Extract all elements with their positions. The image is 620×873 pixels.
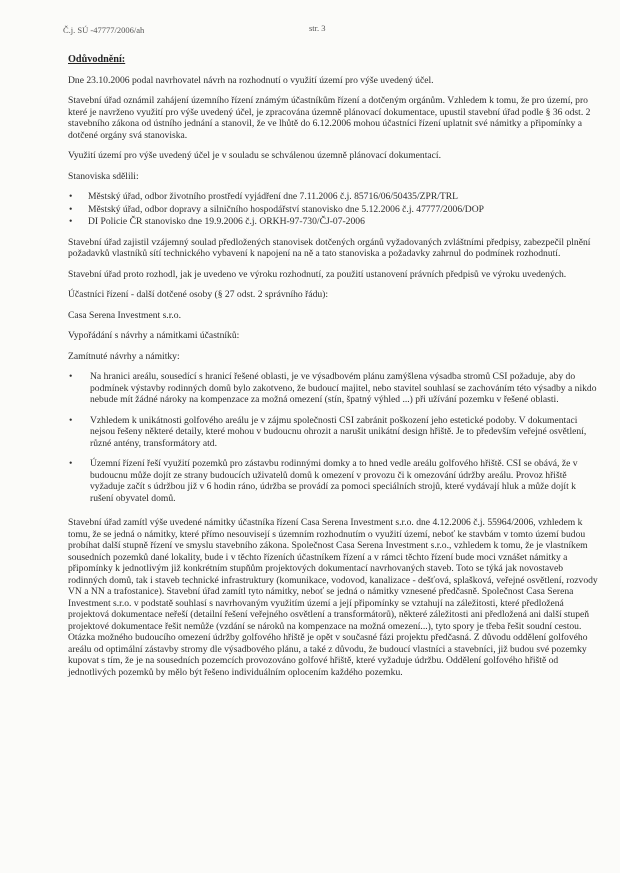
paragraph-rejection: Stavební úřad zamítl výše uvedené námitky účastníka řízení Casa Serena Investment s.r.o. dne 4.12.2006 č.j. 55964/2006, vzhledem k tomu, že se jedná o námitky, které přímo nesouvisejí s územním rozhodnutím o využití území, neboť ke stavbám v tomto území budou probíhat další stupně řízení ve smyslu stavebního zákona. Společnost Casa Serena Investment s.r.o., vzhledem k tomu, že je vlastníkem sousedních pozemků dané lokality, bude i v těchto řízeních účastníkem řízení a v rámci těchto řízení bude moci vznášet námitky a připomínky k jednotlivým již konkrétním stupňům projektových dokumentací navrhovaných staveb. Toto se týká jak novostaveb rodinných domů, tak i staveb technické infrastruktury (komunikace, vodovod, kanalizace - dešťová, splašková, veřejné osvětlení, rozvody VN a NN a trafostanice). Stavební úřad zamítl tyto námitky, neboť se jedná o námitky vznesené předčasně. Společnost Casa Serena Investment s.r.o. v podstatě souhlasí s navrhovaným využitím území a její připomínky se vztahují na záležitosti, které předložená projektová dokumentace neřeší (detailní řešení veřejného osvětlení a transformátorů), některé záležitosti ani předložená ani další stupeň projektové dokumentace řešit nemůže (vzdání se nároků na kompenzace na možná omezení...), tyto spory je třeba řešit soudní cestou. Otázka možného budoucího omezení údržby golfového hřiště je opět v současné fázi projektu předčasná. Z důvodu oddělení golfového areálu od optimální zástavby stromy dle výsadbového plánu, a také z důvodu, že budoucí vlastníci a stavebníci, již budou své pozemky kupovat s tím, že je na sousedních pozemcích provozováno golfové hřiště, které vyžaduje údržbu. Oddělení golfového hřiště od jednotlivých pozemků by mělo být řešeno individuálním oplocením každého pozemku. xyxy=(68,517,598,678)
bullet-icon: • xyxy=(69,191,73,202)
opinion-text: Městský úřad, odbor životního prostředí vyjádření dne 7.11.2006 č.j. 85716/06/50435/ZPR/TRL xyxy=(88,191,459,202)
list-item xyxy=(68,191,598,203)
opinions-list xyxy=(68,191,598,228)
bullet-icon: • xyxy=(69,203,73,215)
bullet-icon: • xyxy=(69,414,73,426)
opinions-label: Stanoviska sdělili: xyxy=(68,170,139,182)
list-item xyxy=(68,216,598,228)
reference-number: Č.j. SÚ -47777/2006/ah xyxy=(63,25,145,35)
opinion-text: DI Policie ČR stanovisko dne 19.9.2006 č.j. ORKH-97-730/ČJ-07-2006 xyxy=(88,216,365,227)
objections-label: Zamítnuté návrhy a námitky: xyxy=(68,350,180,362)
objection-text: Územní řízení řeší využití pozemků pro zástavbu rodinnými domky a to hned vedle areálu golfového hřiště. CSI se obává, že v budoucnu může dojít ze strany budoucích uživatelů domů k omezení v provozu či k omezování údržby areálu. Provoz hřiště vyžaduje začít s údržbou již v 6 hodin ráno, údržba se provádí za pomoci speciálních strojů, které vydávají hluk a může dojít k rušení obyvatel domů. xyxy=(90,458,578,504)
page-number: str. 3 xyxy=(309,23,326,33)
reasoning-heading: Odůvodnění: xyxy=(68,54,126,65)
objections-list xyxy=(68,371,598,504)
list-item xyxy=(68,415,598,450)
objection-text: Na hranici areálu, sousedící s hranicí řešené oblasti, je ve výsadbovém plánu zamýšlena výsadba stromů CSI požaduje, aby do podmínek výstavby rodinných domů bylo zakotveno, že budoucí majitel, nebo stavitel souhlasí se zachováním této výsadby a nikdo nebude mít žádné nároky na kompenzace za možná omezení (stín, špatný výhled ...) při užívání pozemku v řešené oblasti. xyxy=(90,371,597,405)
opinion-text: Městský úřad, odbor dopravy a silničního hospodářství stanovisko dne 5.12.2006 č.j. 47777/2006/DOP xyxy=(88,203,484,215)
list-item xyxy=(68,371,598,406)
paragraph-proceedings: Stavební úřad oznámil zahájení územního řízení známým účastníkům řízení a dotčeným orgánům. Vzhledem k tomu, že pro území, pro které je navrženo využití pro výše uvedený účel, je zpracována územně plánovací dokumentace, upustil stavební úřad podle § 36 odst. 2 stavebního zákona od ústního jednání a stanovil, že ve lhůtě do 6.12.2006 mohou účastníci řízení uplatnit své námitky a připomínky a dotčené orgány svá stanoviska. xyxy=(68,95,591,141)
paragraph-decision: Stavební úřad proto rozhodl, jak je uvedeno ve výroku rozhodnutí, za použití ustanovení právních předpisů ve výroku uvedených. xyxy=(68,268,567,280)
objection-text: Vzhledem k unikátnosti golfového areálu je v zájmu společnosti CSI zabránit poškození jeho estetické podoby. V dokumentaci nejsou řešeny některé detaily, které mohou v budoucnu ohrozit a narušit unikátní design hřiště. Je to především veřejné osvětlení, různé antény, transformátory atd. xyxy=(90,414,587,449)
paragraph-coordination: Stavební úřad zajistil vzájemný soulad předložených stanovisek dotčených orgánů vyžadovaných zvláštními předpisy, zabezpečil plnění požadavků vlastníků sítí technického vybavení k napojení na ně a tato stanoviska a požadavky zahrnul do podmínek rozhodnutí. xyxy=(68,236,591,259)
bullet-icon: • xyxy=(69,216,73,227)
document-body xyxy=(68,54,598,687)
paragraph-compliance: Využití území pro výše uvedený účel je v souladu se schválenou územně plánovací dokumentací. xyxy=(68,150,441,161)
bullet-icon: • xyxy=(69,458,73,469)
list-item xyxy=(68,458,598,504)
paragraph-submission: Dne 23.10.2006 podal navrhovatel návrh na rozhodnutí o využití území pro výše uvedený účel. xyxy=(68,74,434,86)
settlement-label: Vypořádání s návrhy a námitkami účastníků: xyxy=(68,330,240,341)
bullet-icon: • xyxy=(69,371,73,382)
party-name: Casa Serena Investment s.r.o. xyxy=(68,309,181,321)
parties-label: Účastníci řízení - další dotčené osoby (§ 27 odst. 2 správního řádu): xyxy=(68,289,329,300)
list-item xyxy=(68,204,598,216)
